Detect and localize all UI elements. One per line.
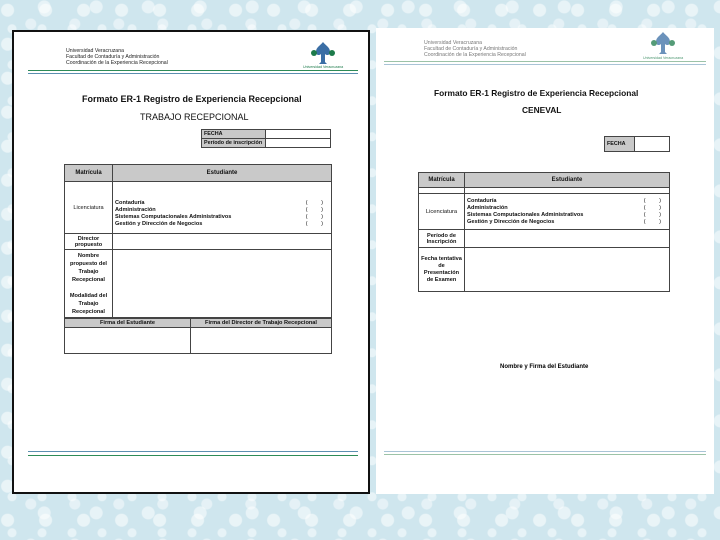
left-header-text [66, 48, 168, 67]
director-field[interactable] [113, 234, 332, 250]
firma-estudiante-field[interactable] [65, 328, 191, 354]
fecha-label: FECHA [202, 130, 266, 139]
right-document-page [376, 28, 714, 494]
registration-table [418, 172, 670, 292]
licenciatura-options [465, 194, 670, 230]
col-matricula: Matrícula [65, 165, 113, 182]
header-rule-blue [28, 73, 358, 74]
nombre-modalidad-field[interactable] [113, 250, 332, 318]
fecha-tentativa-field[interactable] [465, 248, 670, 292]
fecha-tentativa-label: Fecha tentativa de Presentación de Examen [419, 248, 465, 292]
form-subtitle: TRABAJO RECEPCIONAL [140, 112, 249, 122]
periodo-field[interactable] [465, 230, 670, 248]
firma-estudiante-label: Firma del Estudiante [65, 319, 191, 328]
header-line: Universidad Veracruzana [424, 40, 482, 46]
firma-estudiante-label: Nombre y Firma del Estudiante [500, 364, 589, 370]
nombre-modalidad-labels [65, 250, 113, 318]
licenciatura-option[interactable]: Sistemas Computacionales Administrativos ( ) [115, 214, 329, 220]
modalidad-label: Modalidad del Trabajo Recepcional [69, 292, 108, 315]
footer-rule-blue [384, 451, 706, 452]
fecha-field[interactable] [635, 137, 670, 152]
fecha-table [201, 129, 331, 148]
form-subtitle: CENEVAL [522, 105, 562, 115]
firma-director-label: Firma del Director de Trabajo Recepcional [191, 319, 332, 328]
registration-table [64, 164, 332, 318]
footer-rule-green [28, 455, 358, 456]
licenciatura-option[interactable]: Administración ( ) [467, 204, 667, 211]
right-header-text [424, 40, 526, 59]
firma-director-field[interactable] [191, 328, 332, 354]
header-rule-green [384, 61, 706, 62]
nombre-label: Nombre propuesto del Trabajo Recepcional [70, 252, 107, 283]
header-line: Facultad de Contaduría y Administración [66, 54, 160, 61]
header-line: Coordinación de la Experiencia Recepcional [424, 52, 526, 59]
licenciatura-label: Licenciatura [65, 182, 113, 234]
header-line: Coordinación de la Experiencia Recepcional [66, 60, 168, 67]
licenciatura-option[interactable]: Administración ( ) [115, 207, 329, 213]
fecha-table [604, 136, 670, 152]
form-title: Formato ER-1 Registro de Experiencia Recepcional [434, 88, 639, 98]
logo-caption: Universidad Veracruzana [643, 56, 684, 60]
header-rule-blue [384, 64, 706, 65]
col-estudiante: Estudiante [113, 165, 332, 182]
licenciatura-option[interactable]: Contaduría ( ) [115, 200, 329, 206]
licenciatura-options [113, 182, 332, 234]
periodo-label: Período de inscripción [202, 139, 266, 148]
fecha-field[interactable] [266, 130, 331, 139]
header-line: Universidad Veracruzana [66, 48, 124, 54]
director-label: Director propuesto [65, 234, 113, 250]
periodo-label: Período de Inscripción [419, 230, 465, 248]
left-document-page [12, 30, 370, 494]
col-estudiante: Estudiante [465, 173, 670, 188]
header-rule-green [28, 70, 358, 71]
licenciatura-option[interactable]: Gestión y Dirección de Negocios ( ) [467, 218, 667, 225]
periodo-field[interactable] [266, 139, 331, 148]
logo-caption: Universidad Veracruzana [303, 65, 344, 69]
licenciatura-label: Licenciatura [419, 194, 465, 230]
fecha-label: FECHA [605, 137, 635, 152]
licenciatura-option[interactable]: Gestión y Dirección de Negocios ( ) [115, 221, 329, 227]
signature-table [64, 318, 332, 354]
col-matricula: Matrícula [419, 173, 465, 188]
header-line: Facultad de Contaduría y Administración [424, 46, 518, 53]
footer-rule-blue [28, 451, 358, 452]
footer-rule-green [384, 454, 706, 455]
licenciatura-option[interactable]: Contaduría ( ) [467, 197, 667, 204]
licenciatura-option[interactable]: Sistemas Computacionales Administrativos ( ) [467, 211, 667, 218]
form-title: Formato ER-1 Registro de Experiencia Recepcional [82, 94, 302, 104]
